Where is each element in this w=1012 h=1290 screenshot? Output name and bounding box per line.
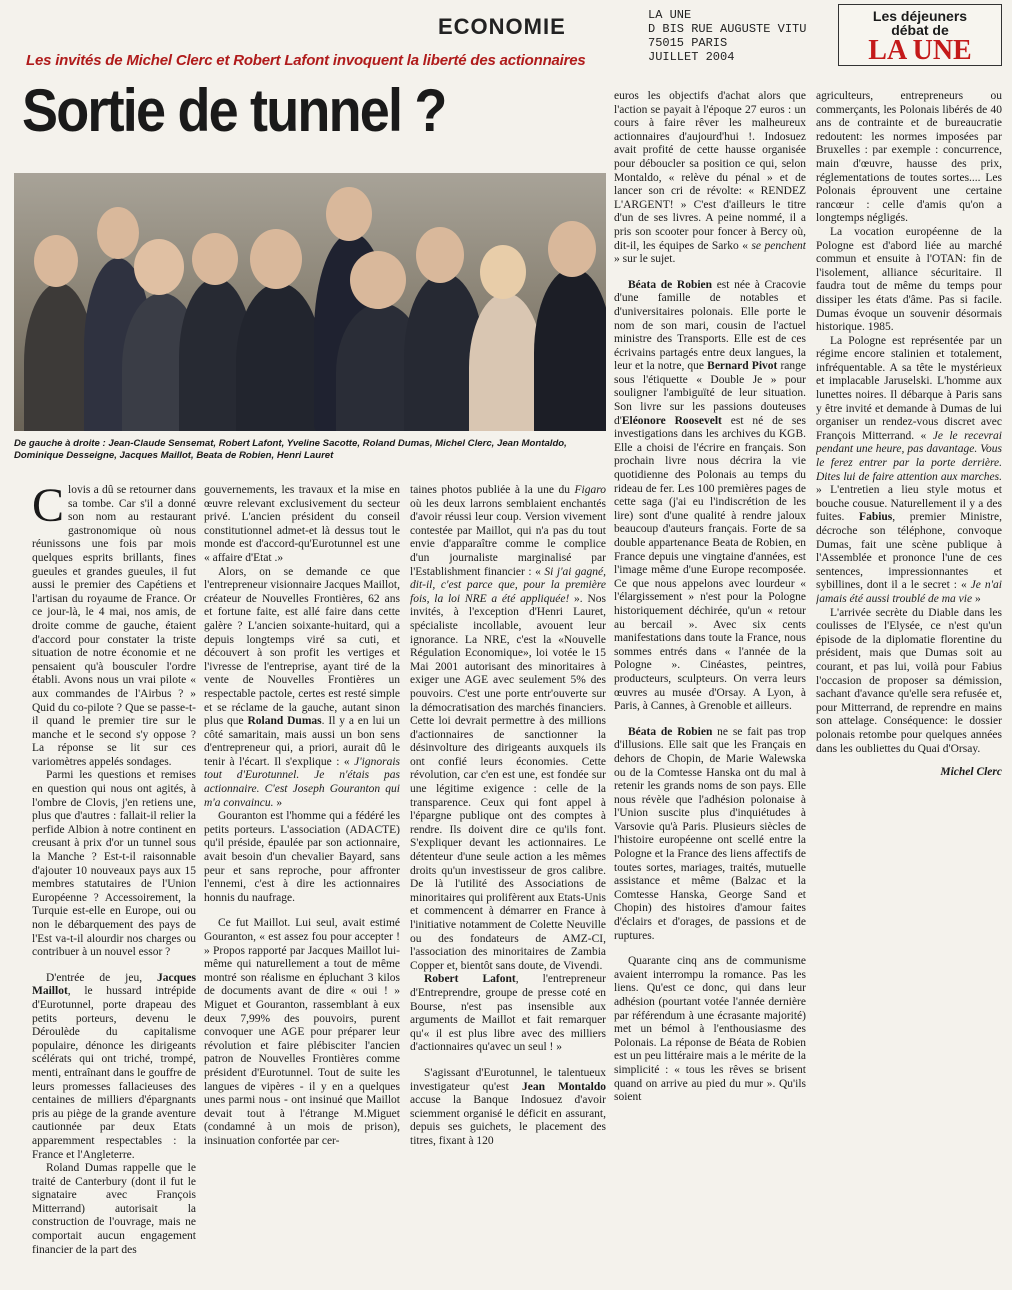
signature: Michel Clerc (940, 766, 1002, 779)
stamp-line: D BIS RUE AUGUSTE VITU (648, 22, 807, 36)
section-label: ECONOMIE (438, 14, 566, 39)
column-1: Clovis a dû se retourner dans sa tombe. Car s'il a donné son nom au restaurant gastronomique où nous réunissons une fois par mois quelques esprits brillants, fines gueules et grandes gueules, il fut aussi le premier des Capétiens et l'artisan du royaume de France. Or ce jour-là, le 4 mai, nos amis, de droite comme de gauche, étaient d'accord pour constater la triste situation de notre économie et ne pensaient qu'à bousculer l'ordre établi. Avons nous un vrai pilote « aux commandes de l'Airbus ? » Quid du co-pilote ? Que se passe-t-il quand le premier tire sur le manche et le second s'y oppose ? La réponse se lit sur ces variomètres appelés sondages. Parmi les questions et remises en question qui nous ont agités, à l'ombre de Clovis, j'en retiens une, plus que d'autres : fallait-il relier la perfide Albion à notre continent en creusant à prix d'or un tunnel sous la Manche ? Est-t-il raisonnable d'ajouter 10 nouveaux pays aux 15 membres statutaires de l'Union Européenne ? Accessoirement, la Turquie est-elle en Europe, oui ou non le débarquement des pays de l'Est va-t-il alourdir nos charges ou contribuer à un nouvel essor ? D'entrée de jeu, Jacques Maillot, le hussard intrépide d'Eurotunnel, porte drapeau des petits porteurs, devenu le Déroulède du capitalisme populaire, dénonce les dirigeants scélérats qui ont triché, trompé, menti, entraînant dans le gouffre de leurs promesses fallacieuses des centaines de milliers d'épargnants pris au piège de la grande aventure cautionnée par deux Etats apparemment respectables : la France et l'Angleterre. Roland Dumas rappelle que le traité de Canterbury (dont il fut le signataire avec François Mitterrand) autorisait la construction de l'ouvrage, mais ne comportait aucun engagement financier de la part des (32, 484, 196, 1256)
column-2: gouvernements, les travaux et la mise en œuvre relevant exclusivement du secteur privé. L'ancien président du conseil constitutionnel admet-et là dessus tout le monde est d'accord-qu'Eurotunnel est une « affaire d'Etat .» Alors, on se demande ce que l'entrepreneur visionnaire Jacques Maillot, créateur de Nouvelles Frontières, 62 ans et fortune faite, est allé faire dans cette galère ? L'ancien soixante-huitard, qui a depuis longtemps viré sa cuti, et découvert à son profit les vertiges et l'ivresse de l'entreprise, ayant tiré de la vente de Nouvelles Frontières un respectable pactole, certes est resté simple et se réclame de la gauche, autant sinon plus que Roland Dumas. Il y a en lui un côté samaritain, mais aussi un bon sens d'entrepreneur qui, a priori, aurait dû le tenir à l'écart. Il s'explique : « J'ignorais tout d'Eurotunnel. Je n'étais pas actionnaire. C'est Joseph Gouranton qui m'a convaincu. » Gouranton est l'homme qui a fédéré les petits porteurs. L'association (ADACTE) qu'il préside, épaulée par son actionnaire, avait besoin d'un chevalier Bayard, sans peur et sans reproche, pour affronter l'ennemi, c'est à dire les actionnaires honnis du naufrage. Ce fut Maillot. Lui seul, avait estimé Gouranton, « est assez fou pour accepter ! » Propos rapporté par Jacques Maillot lui-même qui naturellement a tout de même montré son réalisme en épluchant 3 kilos de documents avant de dire « oui ! » Miguet et Gouranton, rassemblant à eux deux 7,99% des pouvoirs, purent convoquer une AGE pour préparer leur révolution et faire plébisciter l'ancien patron de Nouvelles Frontières comme président d'Eurotunnel. Tout de suite les langues de vipères - il y en a quelques unes parmi nous - ont insinué que Maillot devait tout à l'étrange M.Miguet (condamné à un mois de prison), insinuation confortée par cer- (204, 484, 400, 1147)
badge-line-1: Les déjeuners (872, 8, 968, 24)
stamp-line: 75015 PARIS (648, 36, 728, 50)
column-4: euros les objectifs d'achat alors que l'action se payait à l'époque 27 euros : un cours à faire rêver les malheureux actionnaires d'aujourd'hui !. Indosuez avait profité de cette hausse organisée pour déboucler sa position ce qui, selon Montaldo, « relève du pénal » et de lancer son cri de révolte: « RENDEZ L'ARGENT! » C'est d'ailleurs le titre d'un de ses livres. A peine nommé, il a pris son scooter pour foncer à Bercy où, dit-il, les équipes de Sarko « se penchent » sur le sujet. Béata de Robien est née à Cracovie d'une famille de notables et d'universitaires polonais. Elle porte le nom de son mari, cousin de l'actuel ministre des Transports. Elle est de ces écrivains partagés entre deux langues, la leur et la notre, que Bernard Pivot range sous l'étiquette « Double Je » pour souligner l'ambiguïté de leur situation. Son livre sur les passions douteuses d'Eléonore Roosevelt est né de ses investigations dans les archives du KGB. Elle a choisi de l'écrire en français. Son prochain livre nous décrira la vie quotidienne des Polonais au temps du rideau de fer. Les 100 premières pages de cette saga (j'ai eu l'indiscrétion de les lire) sont d'une qualité à rendre jaloux beaucoup d'auteurs français. Forte de sa double appartenance Beata de Robien, en France depuis une vingtaine d'années, est l'image même d'une Europe recomposée. Ce que nous appelons avec lourdeur « l'élargissement » n'est pour la Pologne historiquement déchirée, qu'un « retour au bercail ». Avec six cents manifestations dans toute la France, nous sommes entrés dans « l'année de la Pologne ». Cinéastes, peintres, producteurs, sculpteurs. On verra leurs œuvres au musée d'Orsay. A Lyon, à Paris, à Cannes, à Grenoble et ailleurs. Béata de Robien ne se fait pas trop d'illusions. Elle sait que les Français en dehors de Chopin, de Marie Walewska ou de la Comtesse Hanska ont du mal à retenir les grands noms de son pays. Elle nous révèle que l'adhésion polonaise à l'Union suscite plus d'inquiétudes à Varsovie qu'à Paris. Plusieurs siècles de l'histoire européenne ont scellé entre la Pologne et la France des liens affectifs de toutes sortes, mariages, traités, mutuelle assistance et même (Balzac et la Comtesse Hanska, George Sand et Chopin) des histoires d'amour faites d'éclairs et d'orages, de passions et de ruptures. Quarante cinq ans de communisme avaient interrompu la romance. Pas les liens. Qu'est ce donc, qui dans leur adhésion (pourtant votée l'année dernière par référendum à une écrasante majorité) met un bémol à l'enthousiasme des Polonais. La réponse de Béata de Robien est un peu littéraire mais a le mérite de la simplicité : « tous les rêves se brisent quand on arrive au pied du mur ». Qu'ils soient (614, 90, 806, 1104)
badge-line-2: débat de (891, 22, 949, 38)
dejeuners-badge (838, 4, 1002, 66)
stamp-line: LA UNE (648, 8, 692, 22)
group-photo (14, 173, 606, 431)
photo-caption: De gauche à droite : Jean-Claude Sensemat, Robert Lafont, Yveline Sacotte, Roland Dumas, Michel Clerc, Jean Montaldo, Dominique Desseigne, Jacques Maillot, Beata de Robien, Henri Lauret (14, 438, 567, 461)
badge-brand: LA UNE (868, 35, 972, 66)
article-subtitle: Les invités de Michel Clerc et Robert Lafont invoquent la liberté des actionnaires (26, 52, 586, 69)
column-5: agriculteurs, entrepreneurs ou commerçants, les Polonais libérés de 40 ans de contrainte et de bureaucratie redoutent: les normes imposées par Bruxelles : par exemple : concurrence, main d'œuvre, hausse des prix, réglementations de toutes sortes.... Les Polonais éprouvent une certaine rancœur : celle d'amis qu'on a longtemps négligés. La vocation européenne de la Pologne est d'abord liée au marché commun et ensuite à l'OTAN: fin de l'isolement, alliance sécuritaire. Il faudra tout de même du temps pour dissiper les états d'âme. Pas si facile. Dumas évoque un souvenir désormais historique. 1985. La Pologne est représentée par un régime encore stalinien et totalement, infréquentable. A sa tête le mystérieux et implacable Jaruselski. L'homme aux lunettes noires. Il débarque à Paris sans y être invité et demande à Dumas de lui organiser un rendez-vous discret avec François Mitterrand. « Je le recevrai pendant une heure, pas davantage. Vous le ferez entrer par la porte derrière. Dites lui de faire attention aux marches. » L'entretien a lieu style motus et bouche cousue. Naturellement il y a des fuites. Fabius, premier Ministre, décroche son téléphone, convoque Dumas, fait une scène publique à l'Assemblée et prononce l'une de ces sentences, impressionnantes et sybillines, dont il a le secret : « Je n'ai jamais été aussi troublé de ma vie » L'arrivée secrète du Diable dans les coulisses de l'Elysée, ce n'est qu'un épisode de la diplomatie florentine du président, mais que Dumas soit au courant, et pas lui, voilà pour Fabius l'occasion de proposer sa démission, sachant d'avance qu'elle sera refusée et, pour Mitterrand, de reprendre en mains son attelage. Conséquence: le dossier polonais retombe pour quelques années dans les oubliettes du Quai d'Orsay. Michel Clerc (816, 90, 1002, 779)
column-3: taines photos publiée à la une du Figaro où les deux larrons semblaient enchantés d'avoir réussi leur coup. Version vivement contestée par Maillot, qui n'a pas du tout envie d'apparaître comme le complice d'un journaliste marginalisé par l'Establishment financier : « Si j'ai gagné, dit-il, c'est parce que, pour la première fois, la loi NRE a été appliquée! ». Nos invités, à l'exception d'Henri Lauret, spécialiste incollable, avouent leur ignorance. La NRE, c'est la «Nouvelle Régulation Economique», loi votée le 15 Mai 2001 autorisant des minoritaires à exiger une AGE avec seulement 5% des pouvoirs. C'est une porte entr'ouverte sur la démocratisation des marchés financiers. Cette loi devrait permettre à des millions d'actionnaires de sanctionner la désinvolture des dirigeants auxquels ils ont confié leurs économies. Cette révolution, car c'en est une, est fondée sur une légitime exigence : celle de la transparence. Ceux qui font appel à l'épargne publique ont des comptes à rendre. Ils doivent dire ce qu'ils font. S'expliquer devant les actionnaires. Le détenteur d'une seule action a les mêmes droits qu'un investisseur de gros calibre. De là l'utilité des Associations de minoritaires qui prolifèrent aux Etats-Unis et commencent à démarrer en France à l'initiative notamment de Colette Neuville ou des fondateurs de AMZ-CI, l'association des minoritaires de Zambia Copper et, bientôt sans doute, de Vivendi. Robert Lafont, l'entrepreneur d'Entreprendre, groupe de presse coté en Bourse, n'est pas insensible aux arguments de Maillot et fait remarquer qu'« il est plus libre avec des milliers d'actionnaires qu'avec un seul ! » S'agissant d'Eurotunnel, le talentueux investigateur qu'est Jean Montaldo accuse la Banque Indosuez d'avoir sciemment organisé le déficit en assurant, depuis ses guichets, le placement des titres, fixant à 120 (410, 484, 606, 1147)
article-title: Sortie de tunnel ? (22, 77, 446, 144)
address-stamp (648, 8, 838, 64)
stamp-line: JUILLET 2004 (648, 50, 735, 64)
